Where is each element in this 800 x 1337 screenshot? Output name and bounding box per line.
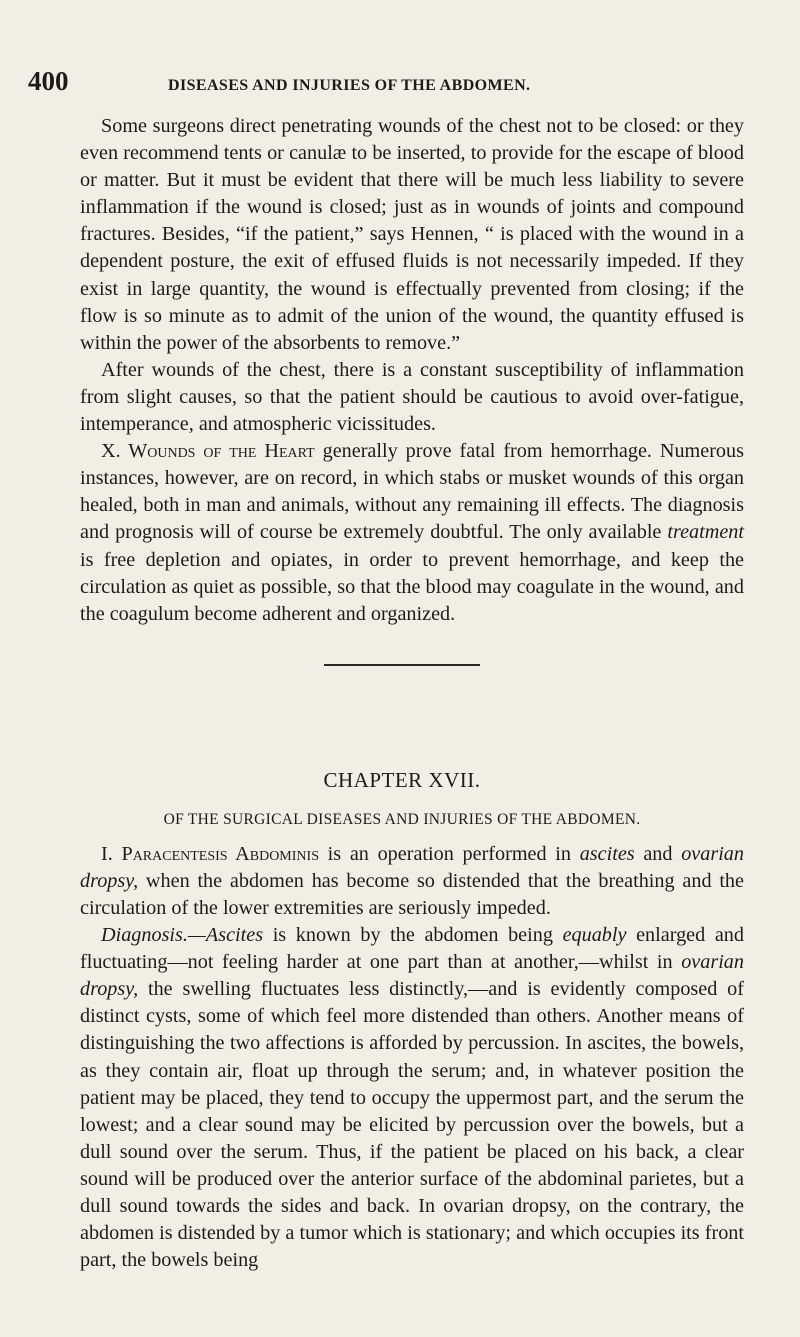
section-lead-heart: X. Wounds of the Heart xyxy=(101,440,315,463)
paragraph-diagnosis: Diagnosis.—Ascites is known by the abdomen being equably enlarged and fluctuating—not feeling harder at one part than at another,—whilst in ovarian dropsy, the swelling fluctuates less distinctly,—and is evidently composed of distinct cysts, some of which feel more distended than others. Another means of distinguishing the two affections is afforded by percussion. In ascites, the bowels, as they contain air, float up through the serum; and, in whatever position the patient may be placed, they tend to occupy the uppermost part, and the serum the lowest; and a clear sound may be elicited by percussion over the bowels, but a dull sound over the serum. Thus, if the patient be placed on his back, a clear sound will be produced over the anterior surface of the abdominal parietes, but a dull sound towards the sides and back. In ovarian dropsy, on the contrary, the abdomen is distended by a tumor which is stationary; and which occupies its front part, the bowels being xyxy=(80,924,744,1272)
section-divider xyxy=(324,664,480,666)
diagnosis-lead: Diagnosis.—Ascites xyxy=(101,924,264,947)
paragraph-after-wounds: After wounds of the chest, there is a constant susceptibility of inflammation from slight causes, so that the patient should be cautious to avoid over-fatigue, intemperance, and atmospheric vicissitudes. xyxy=(80,358,744,436)
running-head xyxy=(28,66,744,106)
chapter-subtitle: OF THE SURGICAL DISEASES AND INJURIES OF THE ABDOMEN. xyxy=(163,810,641,828)
page-number: 400 xyxy=(28,66,69,96)
paragraph-chest-wounds: Some surgeons direct penetrating wounds of the chest not to be closed: or they even recommend tents or canulæ to be inserted, to provide for the escape of blood or matter. But it must be evident that there will be much less liability to severe inflammation if the wound is closed; just as in wounds of joints and compound fractures. Besides, “if the patient,” says Hennen, “ is placed with the wound in a dependent posture, the exit of effused fluids is not necessarily impeded. If they exist in large quantity, the wound is effectually prevented from closing; if the flow is so minute as to admit of the union of the wound, the quantity effused is within the power of the absorbents to remove.” xyxy=(80,115,744,354)
section-lead-paracentesis: I. Paracentesis Abdominis xyxy=(101,842,319,865)
paragraph-heart-wounds: X. Wounds of the Heart generally prove fatal from hemorrhage. Numerous instances, however, are on record, in which stabs or musket wounds of this organ healed, both in man and animals, without any remaining ill effects. The diagnosis and prognosis will of course be extremely doubtful. The only available treatment is free depletion and opiates, in order to prevent hemorrhage, and keep the circulation as quiet as possible, so that the blood may coagulate in the wound, and the coagulum become adherent and organized. xyxy=(80,440,744,625)
running-title: DISEASES AND INJURIES OF THE ABDOMEN. xyxy=(168,77,531,94)
paragraph-paracentesis: I. Paracentesis Abdominis is an operation performed in ascites and ovarian dropsy, when the abdomen has become so distended that the breathing and the circulation of the lower extremities are seriously impeded. xyxy=(80,842,744,919)
chapter-heading: CHAPTER XVII. xyxy=(323,767,481,792)
